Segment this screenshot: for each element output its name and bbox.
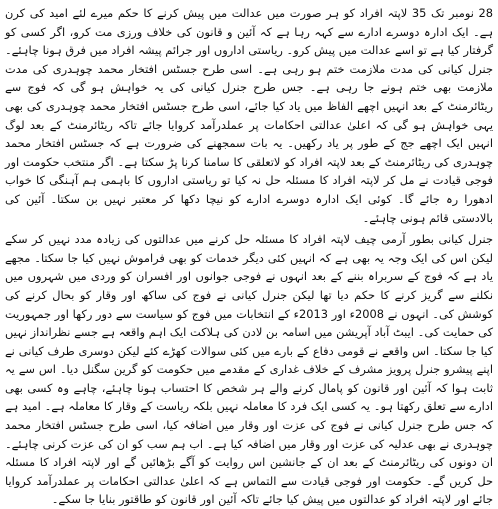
article-paragraph-1: 28 نومبر تک 35 لاپتہ افراد کو ہر صورت میں عدالت میں پیش کرنے کا حکم میرے لئے امید کی کرن ہے۔ ایک ادارہ دوسرے ادارے سے کہہ رہا ہے کہ آئین و قانون کی خلاف ورزی مت کرو، اگر کسی کو گرفتار کیا ہے تو اسے عدالت میں پیش کرو۔ ریاستی اداروں اور جرائم پیشہ افراد میں فرق ہونا چاہئے۔ جنرل کیانی کی مدت ملازمت ختم ہو رہی ہے۔ اسی طرح جسٹس افتخار محمد چوہدری کی مدت ملازمت بھی ختم ہونے جا رہی ہے۔ جس طرح جنرل کیانی کی یہ خواہش ہو گی کہ فوج سے ریٹائرمنٹ کے بعد انہیں اچھے الفاظ میں یاد کیا جائے، اسی طرح جسٹس افتخار محمد چوہدری کی بھی یہی خواہش ہو گی کہ اعلیٰ عدالتی احکامات پر عملدرآمد کروایا جائے تاکہ ریٹائرمنٹ کے بعد لوگ انہیں ایک اچھے جج کے طور پر یاد رکھیں۔ یہ بات سمجھنے کی ضرورت ہے کہ جسٹس افتخار محمد چوہدری کی ریٹائرمنٹ کے بعد لاپتہ افراد کو لاتعلقی کا سامنا کرنا پڑ سکتا ہے۔ اگر منتخب حکومت اور فوجی قیادت نے مل کر لاپتہ افراد کا مسئلہ حل نہ کیا تو ریاستی اداروں کا باہمی ہم آہنگی کا خواب ادھورا رہ جائے گا۔ کوئی ایک ادارہ دوسرے ادارے کو نیچا دکھا کر معتبر نہیں بن سکتا۔ آئین کی بالادستی قائم ہونی چاہئے۔ (5, 6, 493, 225)
article-paragraph-2: جنرل کیانی بطور آرمی چیف لاپتہ افراد کا مسئلہ حل کرنے میں عدالتوں کی زیادہ مدد نہیں کر سکے لیکن اس کی ایک وجہ یہ بھی ہے کہ انہیں کئی دیگر خدمات کو بھی فراموش نہیں کیا جا سکتا۔ مجھے یاد ہے کہ فوج کے سربراہ بننے کے بعد انہوں نے فوجی جوانوں اور افسران کو وردی میں شہروں میں نکلنے سے گریز کرنے کا حکم دیا تھا لیکن جنرل کیانی نے فوج کی ساکھ اور وقار کو بحال کرنے کی کوشش کی۔ انہوں نے 2008ء اور 2013ء کے انتخابات میں فوج کو سیاست سے دور رکھا اور جمہوریت کی حمایت کی۔ ایبٹ آباد آپریشن میں اسامہ بن لادن کی ہلاکت ایک اہم واقعہ ہے جسے نظرانداز نہیں کیا جا سکتا۔ اس واقعے نے قومی دفاع کے بارے میں کئی سوالات کھڑے کئے لیکن دوسری طرف کیانی نے اپنے پیشرو جنرل پرویز مشرف کے خلاف غداری کے مقدمے میں حکومت کو گرین سگنل دیا۔ اس سے یہ ثابت ہوا کہ آئین اور قانون کو پامال کرنے والے ہر شخص کا احتساب ہونا چاہئے، چاہے وہ کسی بھی ادارے سے تعلق رکھتا ہو۔ یہ کسی ایک فرد کا معاملہ نہیں بلکہ ریاست کے وقار کا معاملہ ہے۔ امید ہے کہ جس طرح جنرل کیانی نے فوج کی عزت اور وقار میں اضافہ کیا، اسی طرح جسٹس افتخار محمد چوہدری نے بھی عدلیہ کی عزت اور وقار میں اضافہ کیا ہے۔ اب ہم سب کو ان کی عزت کرنی چاہئے۔ ان دونوں کی ریٹائرمنٹ کے بعد ان کے جانشین اس روایت کو آگے بڑھائیں گے اور لاپتہ افراد کا مسئلہ حل کریں گے۔ حکومت اور فوجی قیادت سے التماس ہے کہ اعلیٰ عدالتی احکامات پر عملدرآمد کروایا جائے اور لاپتہ افراد کو عدالتوں میں پیش کیا جائے تاکہ آئین اور قانون کو طاقتور بنایا جا سکے۔ (5, 232, 493, 507)
